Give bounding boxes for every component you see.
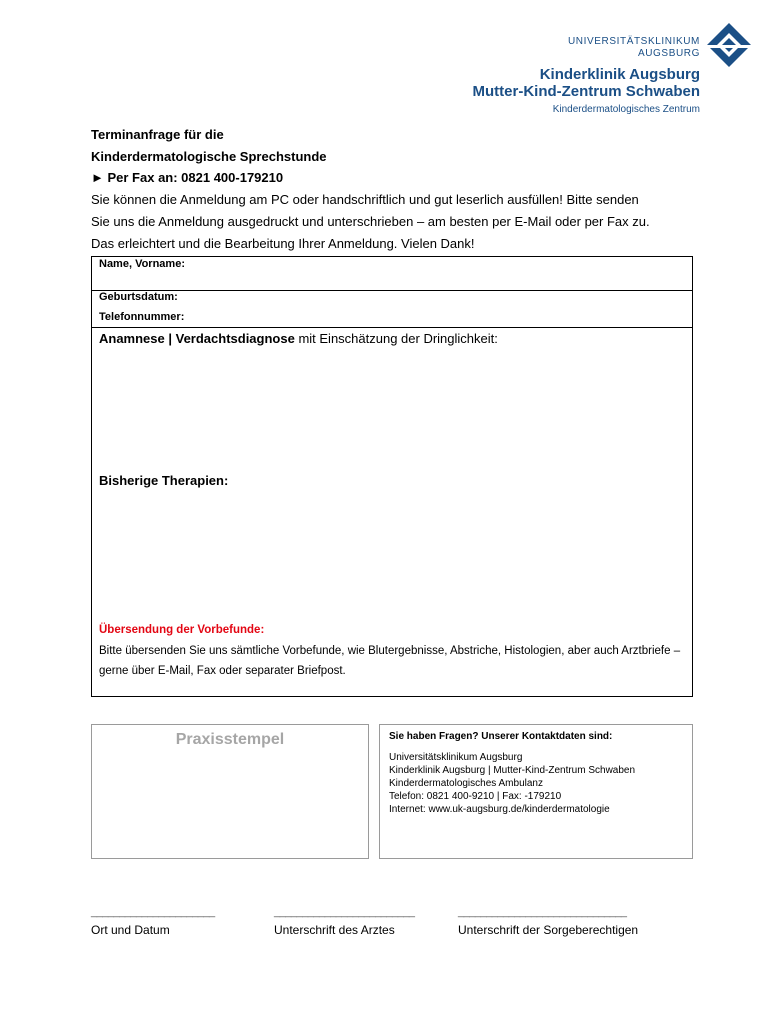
guardian-signature-line: ______________________________ [458,906,627,918]
document-title-line-2: Kinderdermatologische Sprechstunde [91,149,327,164]
birthdate-field-label: Geburtsdatum: [99,291,178,303]
contact-line: Kinderklinik Augsburg | Mutter-Kind-Zentrum Schwaben [389,765,636,776]
contact-heading: Sie haben Fragen? Unserer Kontaktdaten sind: [389,731,613,742]
findings-instructions: Bitte übersenden Sie uns sämtliche Vorbefunde, wie Blutergebnisse, Abstriche, Histologien, aber auch Arztbriefe – gerne über E-Mail, Fax oder separater Briefpost. [99,645,681,677]
university-logo-icon [706,22,752,68]
place-date-label: Ort und Datum [91,923,170,937]
clinic-line-1: Kinderklinik Augsburg [539,66,700,83]
practice-stamp-box [91,724,369,859]
document-title-line-1: Terminanfrage für die [91,127,224,142]
university-name [520,36,700,60]
intro-paragraph: Sie können die Anmeldung am PC oder handschriftlich und gut leserlich ausfüllen! Bitte senden Sie uns die Anmeldung ausgedruckt und unterschrieben – am besten per E-Mail oder per Fax zu. Das erleichtert und die Bearbeitung Ihrer Anmeldung. Vielen Dank! [91,192,650,251]
clinic-line-2: Mutter-Kind-Zentrum Schwaben [472,83,700,100]
divider [92,290,692,291]
phone-field-label: Telefonnummer: [99,311,185,323]
university-line-2: AUGSBURG [637,48,700,59]
therapies-field-label: Bisherige Therapien: [99,473,229,488]
practice-stamp-label: Praxisstempel [175,731,285,748]
fax-number: ► Per Fax an: 0821 400-179210 [91,170,284,185]
contact-website: Internet: www.uk-augsburg.de/kinderdermatologie [389,804,610,815]
center-subtitle: Kinderdermatologisches Zentrum [552,104,700,115]
clinic-name [400,66,700,100]
place-date-signature-line: ______________________ [91,906,215,918]
contact-box [379,724,693,859]
anamnesis-bold-label: Anamnese | Verdachtsdiagnose [99,331,295,346]
university-line-1: UNIVERSITÄTSKLINIKUM [567,36,700,47]
contact-line: Kinderdermatologisches Ambulanz [389,778,543,789]
doctor-signature-line: _________________________ [274,906,415,918]
registration-form [91,256,693,697]
contact-line: Universitätsklinikum Augsburg [389,752,523,763]
divider [92,327,692,328]
anamnesis-field-label [99,331,498,346]
contact-details [389,751,635,816]
name-field-label: Name, Vorname: [99,258,185,270]
guardian-signature-label: Unterschrift der Sorgeberechtigen [458,923,639,937]
anamnesis-label-rest: mit Einschätzung der Dringlichkeit: [294,331,498,346]
doctor-signature-label: Unterschrift des Arztes [274,923,395,937]
contact-line: Telefon: 0821 400-9210 | Fax: -179210 [389,791,562,802]
findings-heading: Übersendung der Vorbefunde: [99,624,265,636]
